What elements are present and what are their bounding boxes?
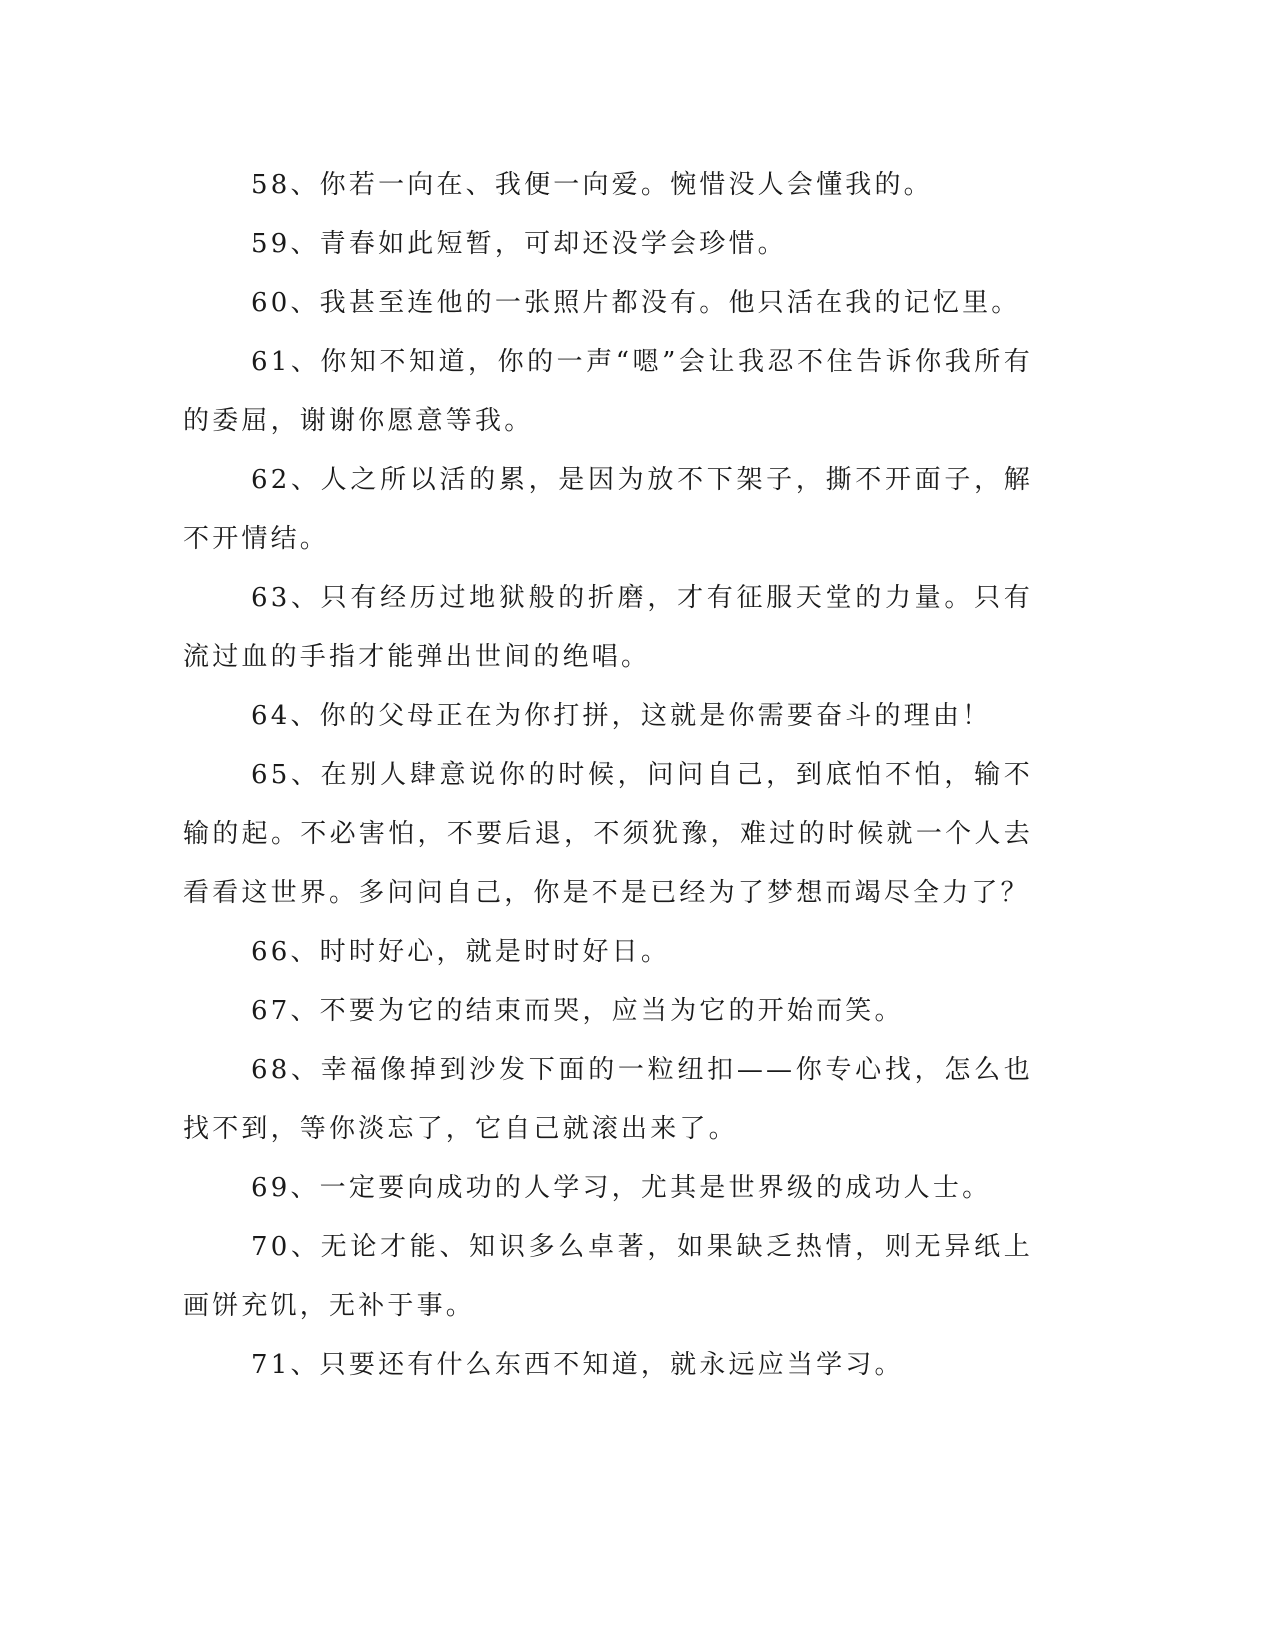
paragraph-60: 60、我甚至连他的一张照片都没有。他只活在我的记忆里。: [251, 288, 1021, 318]
paragraph-67: 67、不要为它的结束而哭，应当为它的开始而笑。: [251, 996, 904, 1026]
paragraph-69: 69、一定要向成功的人学习，尤其是世界级的成功人士。: [251, 1173, 992, 1203]
document-body: [183, 156, 1033, 1395]
paragraph-71: 71、只要还有什么东西不知道，就永远应当学习。: [251, 1350, 904, 1380]
paragraph-59: 59、青春如此短暂，可却还没学会珍惜。: [251, 229, 787, 259]
paragraph-66: 66、时时好心，就是时时好日。: [251, 937, 671, 967]
paragraph-61: 61、你知不知道，你的一声“嗯”会让我忍不住告诉你我所有的委屈，谢谢你愿意等我。: [183, 347, 1033, 436]
paragraph-63: 63、只有经历过地狱般的折磨，才有征服天堂的力量。只有流过血的手指才能弹出世间的绝唱。: [183, 583, 1033, 672]
paragraph-70: 70、无论才能、知识多么卓著，如果缺乏热情，则无异纸上画饼充饥，无补于事。: [183, 1232, 1033, 1321]
paragraph-58: 58、你若一向在、我便一向爱。惋惜没人会懂我的。: [251, 170, 933, 200]
paragraph-64: 64、你的父母正在为你打拼，这就是你需要奋斗的理由！: [251, 701, 992, 731]
paragraph-62: 62、人之所以活的累，是因为放不下架子，撕不开面子，解不开情结。: [183, 465, 1033, 554]
paragraph-68: 68、幸福像掉到沙发下面的一粒纽扣——你专心找，怎么也找不到，等你淡忘了，它自己就滚出来了。: [183, 1055, 1033, 1144]
paragraph-65: 65、在别人肆意说你的时候，问问自己，到底怕不怕，输不输的起。不必害怕，不要后退，不须犹豫，难过的时候就一个人去看看这世界。多问问自己，你是不是已经为了梦想而竭尽全力了？: [183, 760, 1033, 908]
